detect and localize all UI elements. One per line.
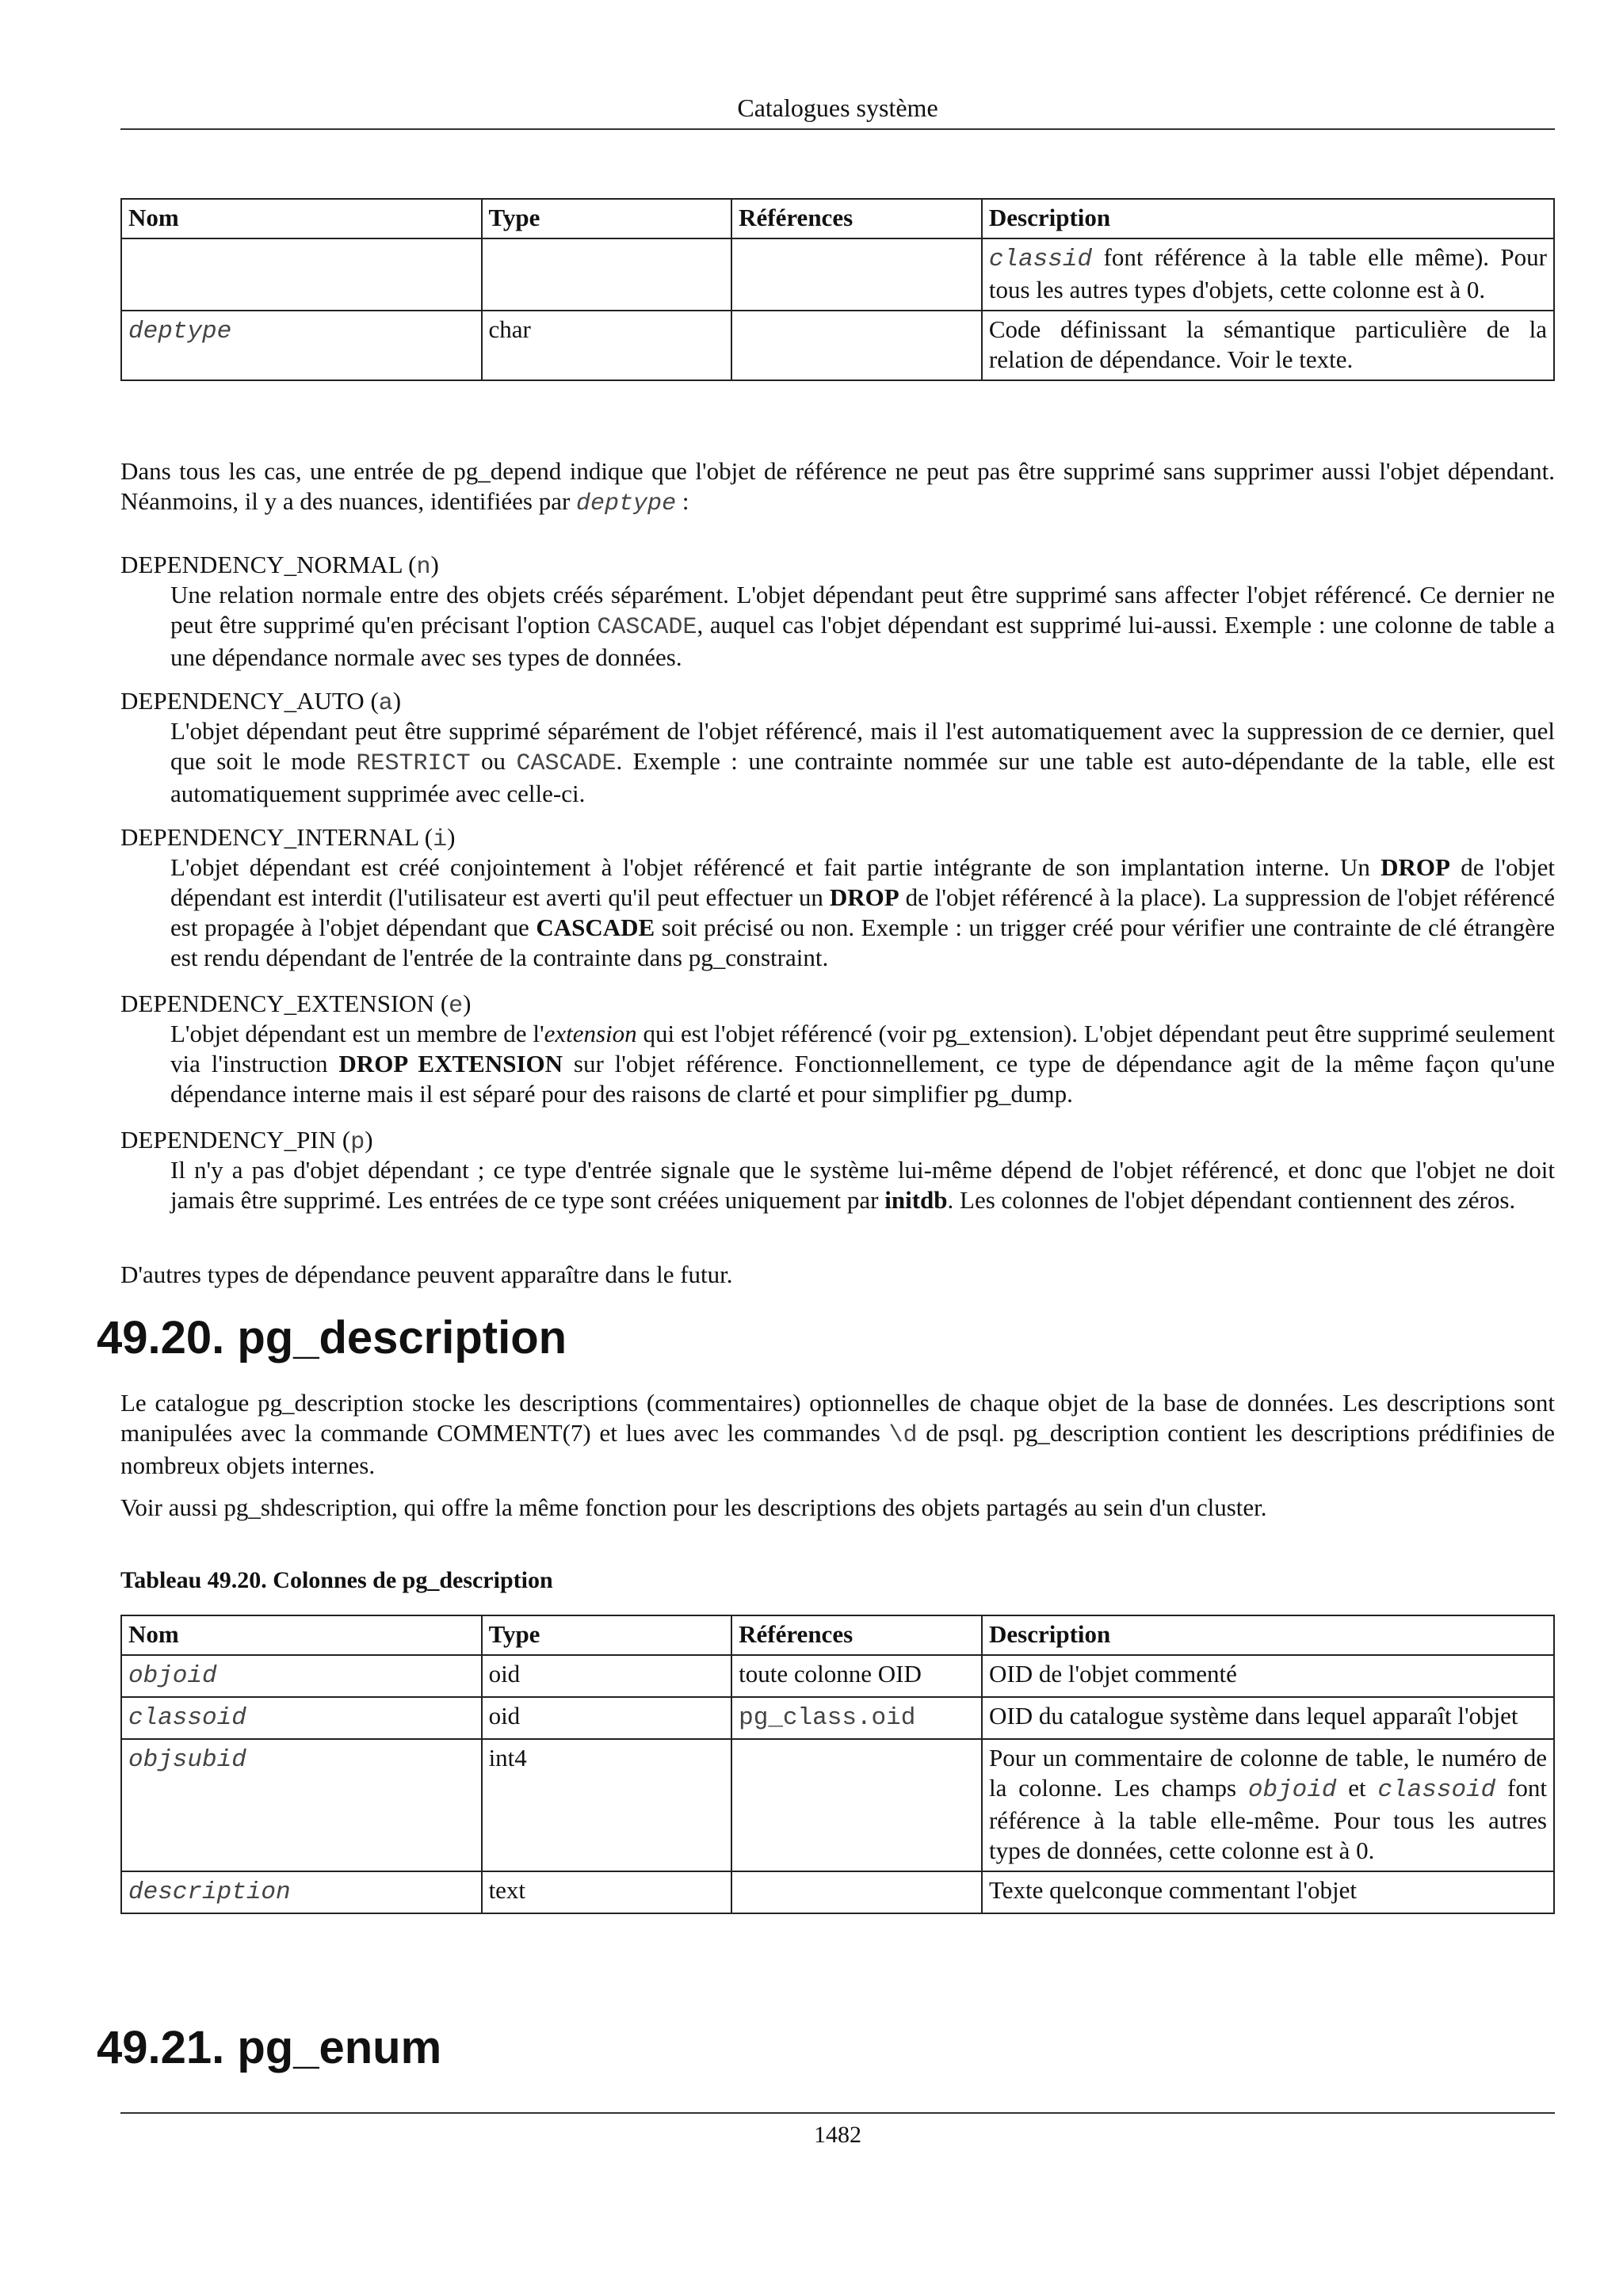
- term-dependency-internal: DEPENDENCY_INTERNAL (i): [120, 823, 456, 853]
- cell-name: deptype: [121, 311, 482, 380]
- footer-rule: [120, 2112, 1555, 2114]
- running-header: Catalogues système: [737, 93, 938, 122]
- cell-type: [482, 238, 732, 311]
- table-row: [121, 311, 1554, 380]
- cell-description: Pour un commentaire de colonne de table, le numéro de la colonne. Les champs objoid et classoid font référence à la table elle-même. Pour tous les autres types de données, cette colonne est à 0.: [982, 1739, 1554, 1871]
- cell-description: Texte quelconque commentant l'objet: [982, 1871, 1554, 1913]
- intro-paragraph: Dans tous les cas, une entrée de pg_depend indique que l'objet de référence ne peut pas être supprimé sans supprimer aussi l'objet dépendant. Néanmoins, il y a des nuances, identifiées par deptype :: [120, 457, 1555, 517]
- pg-depend-columns-table-continued: [120, 198, 1555, 381]
- column-header: Références: [731, 199, 982, 238]
- column-header: Description: [982, 199, 1554, 238]
- pg-description-columns-table: [120, 1615, 1555, 1914]
- table-row: [121, 238, 1554, 311]
- cell-type: char: [482, 311, 732, 380]
- code-classid: classid: [988, 246, 1093, 273]
- cell-name: description: [121, 1871, 482, 1913]
- cell-name: objsubid: [121, 1739, 482, 1871]
- column-header: Références: [731, 1615, 982, 1655]
- term-dependency-auto: DEPENDENCY_AUTO (a): [120, 687, 402, 717]
- column-header: Type: [482, 199, 732, 238]
- table-row: [121, 1739, 1554, 1871]
- cell-ref: [731, 238, 982, 311]
- cell-description: OID du catalogue système dans lequel apparaît l'objet: [982, 1697, 1554, 1739]
- term-dependency-normal: DEPENDENCY_NORMAL (n): [120, 551, 439, 581]
- cell-type: oid: [482, 1655, 732, 1697]
- column-header: Description: [982, 1615, 1554, 1655]
- cell-ref: toute colonne OID: [731, 1655, 982, 1697]
- cell-description: classid font référence à la table elle même). Pour tous les autres types d'objets, cette colonne est à 0.: [982, 238, 1554, 311]
- section-heading-pg-description: 49.20. pg_description: [97, 1312, 567, 1363]
- table-row: [121, 1655, 1554, 1697]
- cell-type: text: [482, 1871, 732, 1913]
- cell-ref: [731, 1871, 982, 1913]
- table-row: [121, 1697, 1554, 1739]
- future-note: D'autres types de dépendance peuvent apparaître dans le futur.: [120, 1261, 733, 1288]
- column-header: Nom: [121, 1615, 482, 1655]
- cell-name: [121, 238, 482, 311]
- definition-dependency-pin: Il n'y a pas d'objet dépendant ; ce type d'entrée signale que le système lui-même dépend de l'objet référencé, et donc que l'objet ne doit jamais être supprimé. Les entrées de ce type sont créées uniquement par initdb. Les colonnes de l'objet dépendant contiennent des zéros.: [170, 1156, 1555, 1214]
- cell-name: classoid: [121, 1697, 482, 1739]
- cell-ref: pg_class.oid: [731, 1697, 982, 1739]
- column-header: Nom: [121, 199, 482, 238]
- cell-ref: [731, 1739, 982, 1871]
- header-rule: [120, 128, 1555, 130]
- term-dependency-pin: DEPENDENCY_PIN (p): [120, 1126, 373, 1156]
- page-number: 1482: [814, 2122, 861, 2148]
- column-header: Type: [482, 1615, 732, 1655]
- term-dependency-extension: DEPENDENCY_EXTENSION (e): [120, 990, 472, 1020]
- cell-ref: [731, 311, 982, 380]
- pg-shdescription-paragraph: Voir aussi pg_shdescription, qui offre la même fonction pour les descriptions des objets partagés au sein d'un cluster.: [120, 1493, 1267, 1521]
- definition-dependency-extension: L'objet dépendant est un membre de l'extension qui est l'objet référencé (voir pg_extension). L'objet dépendant peut être supprimé seulement via l'instruction DROP EXTENSION sur l'objet référence. Fonctionnellement, ce type de dépendance agit de la même façon qu'une dépendance interne mais il est séparé pour des raisons de clarté et pour simplifier pg_dump.: [170, 1020, 1555, 1108]
- definition-dependency-internal: L'objet dépendant est créé conjointement à l'objet référencé et fait partie intégrante de son implantation interne. Un DROP de l'objet dépendant est interdit (l'utilisateur est averti qu'il peut effectuer un DROP de l'objet référencé à la place). La suppression de l'objet référencé est propagée à l'objet dépendant que CASCADE soit précisé ou non. Exemple : un trigger créé pour vérifier une contrainte de clé étrangère est rendu dépendant de l'entrée de la contrainte dans pg_constraint.: [170, 853, 1556, 971]
- definition-dependency-normal: Une relation normale entre des objets créés séparément. L'objet dépendant peut être supprimé sans affecter l'objet référencé. Ce dernier ne peut être supprimé qu'en précisant l'option CASCADE, auquel cas l'objet dépendant est supprimé lui-aussi. Exemple : une colonne de table a une dépendance normale avec ses types de données.: [170, 581, 1556, 671]
- pg-description-paragraph: Le catalogue pg_description stocke les descriptions (commentaires) optionnelles de chaque objet de la base de données. Les descriptions sont manipulées avec la commande COMMENT(7) et lues avec les commandes \d de psql. pg_description contient les descriptions prédifinies de nombreux objets internes.: [120, 1389, 1556, 1479]
- cell-name: objoid: [121, 1655, 482, 1697]
- table-header-row: [121, 1615, 1554, 1655]
- cell-description: OID de l'objet commenté: [982, 1655, 1554, 1697]
- table-caption: Tableau 49.20. Colonnes de pg_description: [120, 1567, 553, 1593]
- table-header-row: [121, 199, 1554, 238]
- cell-type: oid: [482, 1697, 732, 1739]
- cell-type: int4: [482, 1739, 732, 1871]
- section-heading-pg-enum: 49.21. pg_enum: [97, 2022, 442, 2073]
- table-row: [121, 1871, 1554, 1913]
- definition-dependency-auto: L'objet dépendant peut être supprimé séparément de l'objet référencé, mais il l'est automatiquement avec la suppression de ce dernier, quel que soit le mode RESTRICT ou CASCADE. Exemple : une contrainte nommée sur une table est auto-dépendante de la table, elle est automatiquement supprimée avec celle-ci.: [170, 717, 1555, 807]
- cell-description: Code définissant la sémantique particulière de la relation de dépendance. Voir le texte.: [982, 311, 1554, 380]
